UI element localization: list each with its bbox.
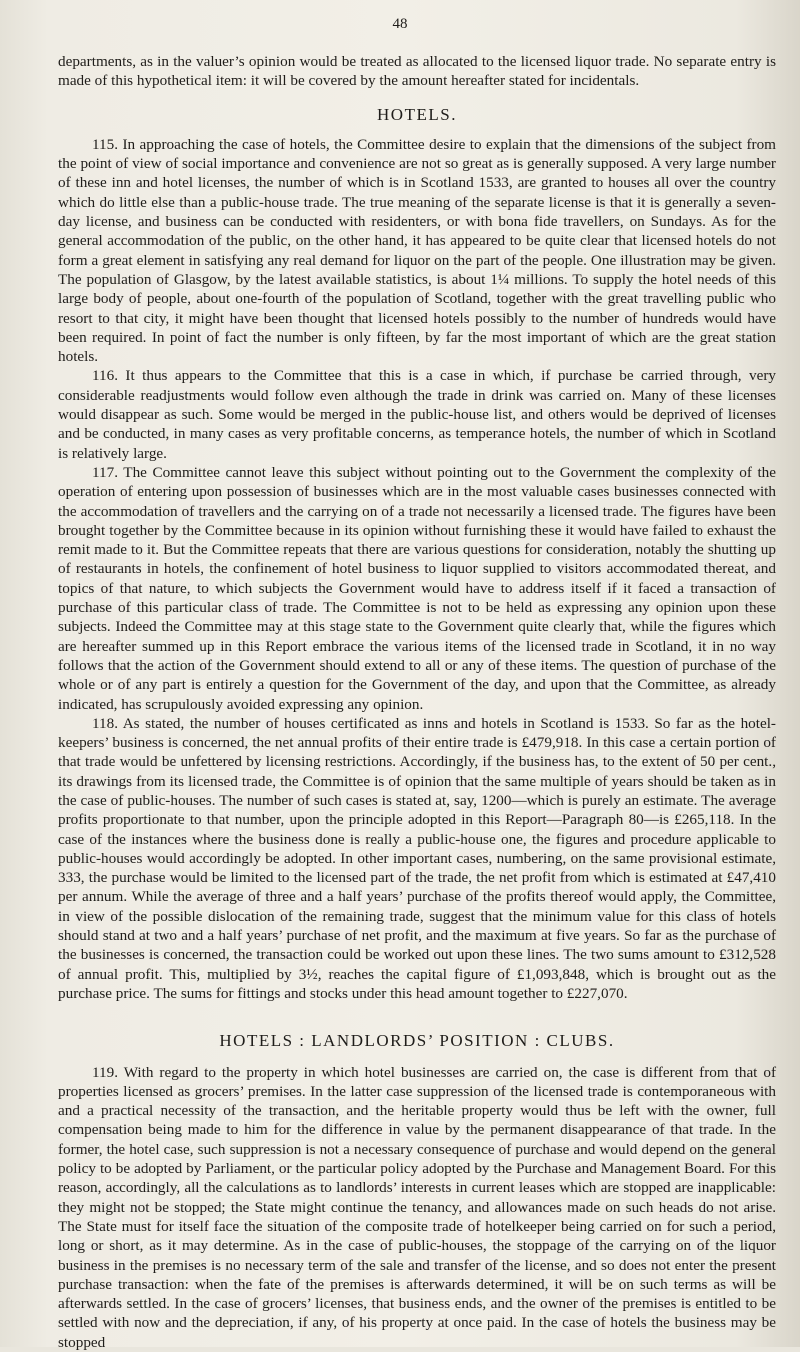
paragraph-119: 119. With regard to the property in which hotel businesses are carried on, the case is different from that of properties licensed as grocers’ premises. In the latter case suppression of the licensed trade is contemporaneous with and a practical necessity of the transaction, and the heritable property would thus be left with the owner, full compensation being made to him for the difference in value by the permanent disappearance of that trade. In the former, the hotel case, such suppression is not a necessary consequence of purchase and would depend on the general policy to be adopted by Parliament, or the particular policy adopted by the Purchase and Management Board. For this reason, accordingly, all the calculations as to landlords’ interests in current leases which are stopped are inapplicable: they might not be stopped; the State might continue the tenancy, and allowances made on such heads do not arise. The State must for itself face the situation of the composite trade of hotelkeeper being carried on for such a period, long or short, as it may determine. As in the case of public-houses, the stoppage of the carrying on of the liquor business in the premises is no necessary term of the sale and transfer of the license, and so does not enter the present purchase transaction: when the fate of the premises is afterwards determined, it will be on such terms as will be afterwards settled. In the case of grocers’ licenses, that business ends, and the owner of the premises is entitled to be settled with now and the depreciation, if any, of his property at once paid. In the case of hotels the business may be stopped (58, 1063, 776, 1351)
paragraph-117: 117. The Committee cannot leave this subject without pointing out to the Government the complexity of the operation of entering upon possession of businesses which are in the most valuable cases businesses connected with the accommodation of travellers and the carrying on of a trade not necessarily a licensed trade. The figures have been brought together by the Committee because in its opinion without furnishing these it would have failed to exhaust the remit made to it. But the Committee repeats that there are various questions for consideration, notably the shutting up of restaurants in hotels, the confinement of hotel business to liquor supplied to visitors accommodated thereat, and topics of that nature, to which subjects the Government would have to address itself if it faced a transaction of purchase of this particular class of trade. The Committee is not to be held as expressing any opinion upon these subjects. Indeed the Committee may at this stage state to the Government quite clearly that, while the figures which are hereafter summed up in this Report embrace the various items of the licensed trade in Scotland, it in no way follows that the action of the Government should extend to all or any of these items. The question of purchase of the whole or of any part is entirely a question for the Government of the day, and upon that the Committee, as already indicated, has scrupulously avoided expressing any opinion. (58, 463, 776, 713)
section-heading-hotels: HOTELS. (377, 104, 457, 124)
paragraph-115: 115. In approaching the case of hotels, the Committee desire to explain that the dimensions of the subject from the point of view of social importance and convenience are not so great as is generally supposed. A very large number of these inn and hotel licenses, the number of which is in Scotland 1533, are granted to houses all over the country which do little else than a public-house trade. The true meaning of the separate license is that it is generally a seven-day license, and business can be conducted with residenters, or with bona fide travellers, on Sundays. As for the general accommodation of the public, on the other hand, it has appeared to be quite clear that licensed hotels do not form a great element in satisfying any real demand for liquor on the part of the people. One illustration may be given. The population of Glasgow, by the latest available statistics, is about 1¼ millions. To supply the hotel needs of this large body of people, about one-fourth of the population of Scotland, together with the great travelling public who resort to that city, it might have been thought that licensed hotels possibly to the number of hundreds would have been required. In point of fact the number is only fifteen, by far the most important of which are the great station hotels. (58, 135, 776, 366)
paragraph-116: 116. It thus appears to the Committee that this is a case in which, if purchase be carried through, very considerable readjustments would follow even although the trade in drink was carried on. Many of these licenses would disappear as such. Some would be merged in the public-house list, and others would be deprived of licenses and be conducted, in many cases as very profitable concerns, as temperance hotels, the number of which in Scotland is relatively large. (58, 367, 776, 462)
page-number: 48 (392, 16, 408, 32)
intro-paragraph: departments, as in the valuer’s opinion would be treated as allocated to the licensed liquor trade. No separate entry is made of this hypothetical item: it will be covered by the amount hereafter stated for incidentals. (58, 53, 776, 90)
paragraph-118: 118. As stated, the number of houses certificated as inns and hotels in Scotland is 1533. So far as the hotel-keepers’ business is concerned, the net annual profits of their entire trade is £479,918. In this case a certain portion of that trade would be unfettered by licensing restrictions. Accordingly, if the business has, to the extent of 50 per cent., its drawings from its licensed trade, the Committee is of opinion that the same multiple of years should be taken as in the case of public-houses. The number of such cases is stated at, say, 1200—which is purely an estimate. The average profits proportionate to that number, upon the principle adopted in this Report—Paragraph 80—is £265,118. In the case of the instances where the business done is really a public-house one, the figures and procedure applicable to public-houses would accordingly be adopted. In other important cases, numbering, on the same provisional estimate, 333, the purchase would be limited to the licensed part of the trade, the net profit from which is estimated at £47,410 per annum. While the average of three and a half years’ purchase of the profits thereof would apply, the Committee, in view of the possible dislocation of the remaining trade, suggest that the minimum value for this class of hotels should stand at two and a half years’ purchase of net profit, and the maximum at five years. So far as the purchase of the businesses is concerned, the transaction could be worked out upon these lines. The two sums amount to £312,528 of annual profit. This, multiplied by 3½, reaches the capital figure of £1,093,848, which is brought out as the purchase price. The sums for fittings and stocks under this head amount together to £227,070. (58, 714, 776, 1002)
document-body (58, 52, 776, 1352)
section-heading-landlords-clubs: HOTELS : LANDLORDS’ POSITION : CLUBS. (219, 1031, 615, 1051)
